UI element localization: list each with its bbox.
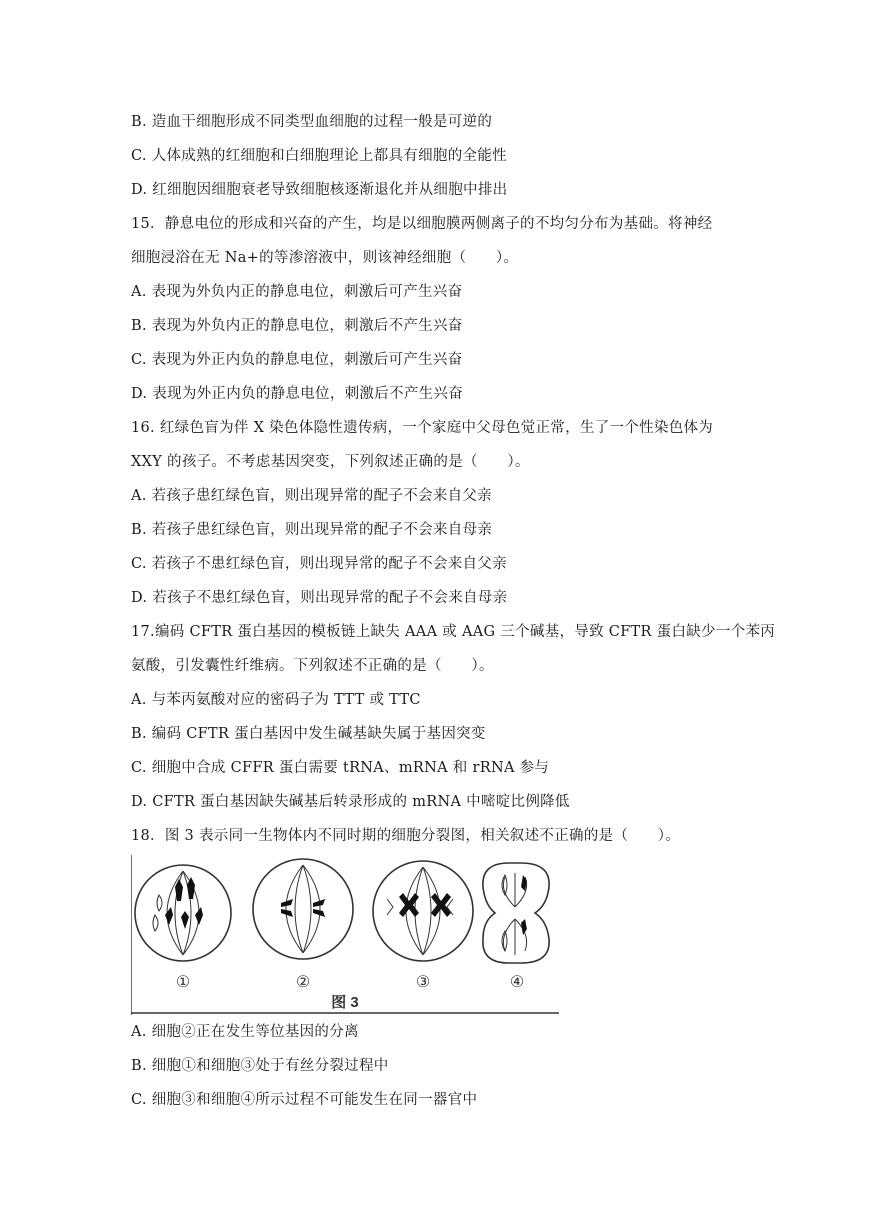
figure-caption: 图 3 xyxy=(331,994,359,1011)
q14-option-d: D. 红细胞因细胞衰老导致细胞核逐渐退化并从细胞中排出 xyxy=(131,182,508,198)
q18-stem: 18．图 3 表示同一生物体内不同时期的细胞分裂图，相关叙述不正确的是（ ）。 xyxy=(131,828,681,844)
q14-option-c: C. 人体成熟的红细胞和白细胞理论上都具有细胞的全能性 xyxy=(131,148,507,164)
q17-option-b: B. 编码 CFTR 蛋白基因中发生碱基缺失属于基因突变 xyxy=(131,726,486,742)
figure-3-cell-division xyxy=(131,855,559,1015)
q17-option-c: C. 细胞中合成 CFFR 蛋白需要 tRNA、mRNA 和 rRNA 参与 xyxy=(131,760,550,776)
q18-option-a: A. 细胞②正在发生等位基因的分离 xyxy=(131,1024,359,1040)
q18-option-b: B. 细胞①和细胞③处于有丝分裂过程中 xyxy=(131,1058,389,1074)
q17-stem-2: 氨酸，引发囊性纤维病。下列叙述不正确的是（ ）。 xyxy=(131,658,494,674)
q17-option-a: A. 与苯丙氨酸对应的密码子为 TTT 或 TTC xyxy=(131,692,421,708)
figure-label-2: ② xyxy=(295,974,311,991)
cell-1-membrane xyxy=(135,865,231,961)
q18-option-c: C. 细胞③和细胞④所示过程不可能发生在同一器官中 xyxy=(131,1092,478,1108)
figure-label-4: ④ xyxy=(509,974,525,991)
cell-3-membrane xyxy=(373,861,473,961)
q16-option-d: D. 若孩子不患红绿色盲，则出现异常的配子不会来自母亲 xyxy=(131,590,508,606)
q17-option-d: D. CFTR 蛋白基因缺失碱基后转录形成的 mRNA 中嘧啶比例降低 xyxy=(131,794,570,810)
q14-option-b: B. 造血干细胞形成不同类型血细胞的过程一般是可逆的 xyxy=(131,114,493,130)
q15-option-d: D. 表现为外正内负的静息电位，刺激后不产生兴奋 xyxy=(131,386,464,402)
q15-option-b: B. 表现为外负内正的静息电位，刺激后不产生兴奋 xyxy=(131,318,463,334)
figure-label-3: ③ xyxy=(415,974,431,991)
cell-2-membrane xyxy=(253,859,353,959)
q15-stem-2: 细胞浸浴在无 Na+的等渗溶液中，则该神经细胞（ ）。 xyxy=(131,250,519,266)
q16-option-c: C. 若孩子不患红绿色盲，则出现异常的配子不会来自父亲 xyxy=(131,556,507,572)
figure-label-1: ① xyxy=(175,974,191,991)
q17-stem-1: 17.编码 CFTR 蛋白基因的模板链上缺失 AAA 或 AAG 三个碱基，导致 CFTR 蛋白缺少一个苯丙 xyxy=(131,624,776,640)
q16-option-a: A. 若孩子患红绿色盲，则出现异常的配子不会来自父亲 xyxy=(131,488,492,504)
q15-option-c: C. 表现为外正内负的静息电位，刺激后可产生兴奋 xyxy=(131,352,463,368)
q15-stem-1: 15．静息电位的形成和兴奋的产生，均是以细胞膜两侧离子的不均匀分布为基础。将神经 xyxy=(131,216,713,232)
q16-stem-2: XXY 的孩子。不考虑基因突变，下列叙述正确的是（ ）。 xyxy=(131,454,530,470)
cell-4-membrane xyxy=(483,863,549,963)
q16-option-b: B. 若孩子患红绿色盲，则出现异常的配子不会来自母亲 xyxy=(131,522,493,538)
q16-stem-1: 16. 红绿色盲为伴 X 染色体隐性遗传病，一个家庭中父母色觉正常，生了一个性染色体为 xyxy=(131,420,714,436)
q15-option-a: A. 表现为外负内正的静息电位，刺激后可产生兴奋 xyxy=(131,284,463,300)
